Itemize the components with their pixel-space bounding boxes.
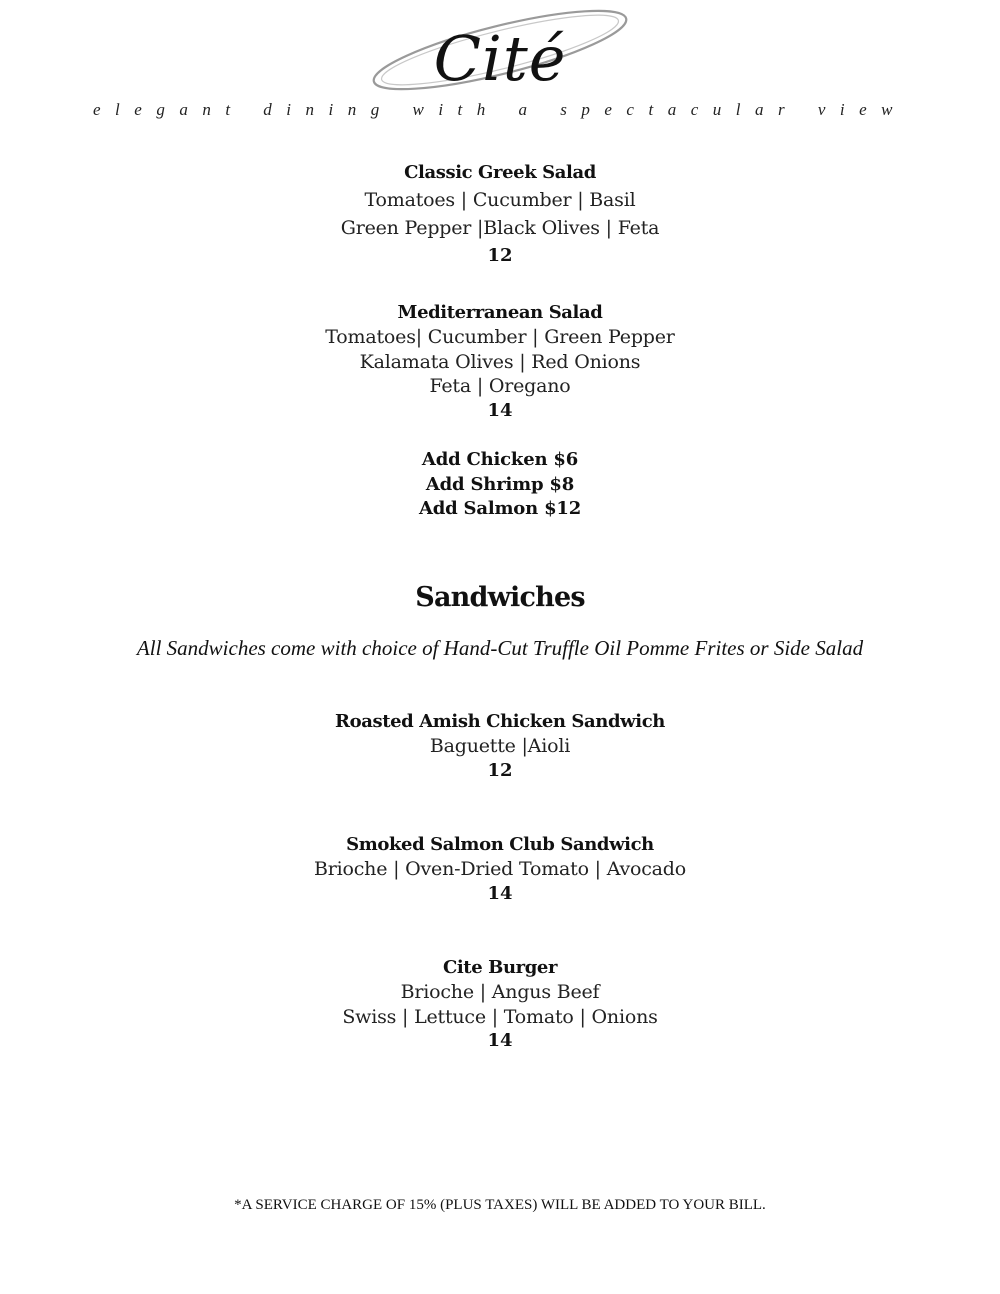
footer-text: *A SERVICE CHARGE OF 15% (PLUS TAXES) WILL BE ADDED TO YOUR BILL.: [234, 1197, 766, 1213]
item-description: Baguette |Aioli: [429, 735, 571, 757]
tagline: elegant dining with a spectacular view: [93, 100, 907, 119]
menu-item-mediterranean-salad: [0, 300, 1000, 423]
item-description: Feta | Oregano: [429, 375, 571, 397]
menu-item-cite-burger: [0, 955, 1000, 1054]
cite-logo-swoosh: [360, 2, 640, 102]
item-price: 14: [487, 882, 513, 904]
menu-item-salmon-club: [0, 832, 1000, 906]
item-description: Swiss | Lettuce | Tomato | Onions: [342, 1005, 658, 1028]
item-name: Smoked Salmon Club Sandwich: [346, 834, 654, 855]
addon-chicken: Add Chicken $6: [421, 449, 579, 470]
item-name: Mediterranean Salad: [397, 302, 603, 323]
service-charge-notice: [0, 1195, 1000, 1215]
section-note: All Sandwiches come with choice of Hand-Cut Truffle Oil Pomme Frites or Side Salad: [136, 636, 864, 660]
sandwiches-header: [0, 580, 1000, 616]
menu-item-classic-greek-salad: [0, 160, 1000, 270]
item-description: Brioche | Oven-Dried Tomato | Avocado: [313, 858, 687, 880]
item-name: Classic Greek Salad: [404, 162, 596, 183]
salad-addons: [0, 448, 1000, 522]
item-name: Roasted Amish Chicken Sandwich: [335, 711, 665, 732]
item-description: Kalamata Olives | Red Onions: [359, 350, 641, 373]
logo-text: Cité: [433, 22, 567, 95]
item-description: Tomatoes | Cucumber | Basil: [364, 189, 636, 211]
item-price: 12: [487, 245, 513, 266]
addon-shrimp: Add Shrimp $8: [425, 473, 575, 495]
addon-salmon: Add Salmon $12: [418, 498, 582, 519]
item-price: 14: [487, 1030, 513, 1051]
item-price: 14: [487, 399, 513, 421]
item-price: 12: [487, 759, 513, 781]
sandwiches-note-block: [0, 634, 1000, 662]
item-description: Tomatoes| Cucumber | Green Pepper: [325, 326, 675, 348]
cite-logo: [360, 2, 640, 102]
item-name: Cite Burger: [442, 957, 558, 978]
section-title: Sandwiches: [415, 582, 585, 613]
item-description: Green Pepper |Black Olives | Feta: [340, 217, 660, 239]
item-description: Brioche | Angus Beef: [400, 981, 600, 1003]
menu-item-chicken-sandwich: [0, 709, 1000, 783]
